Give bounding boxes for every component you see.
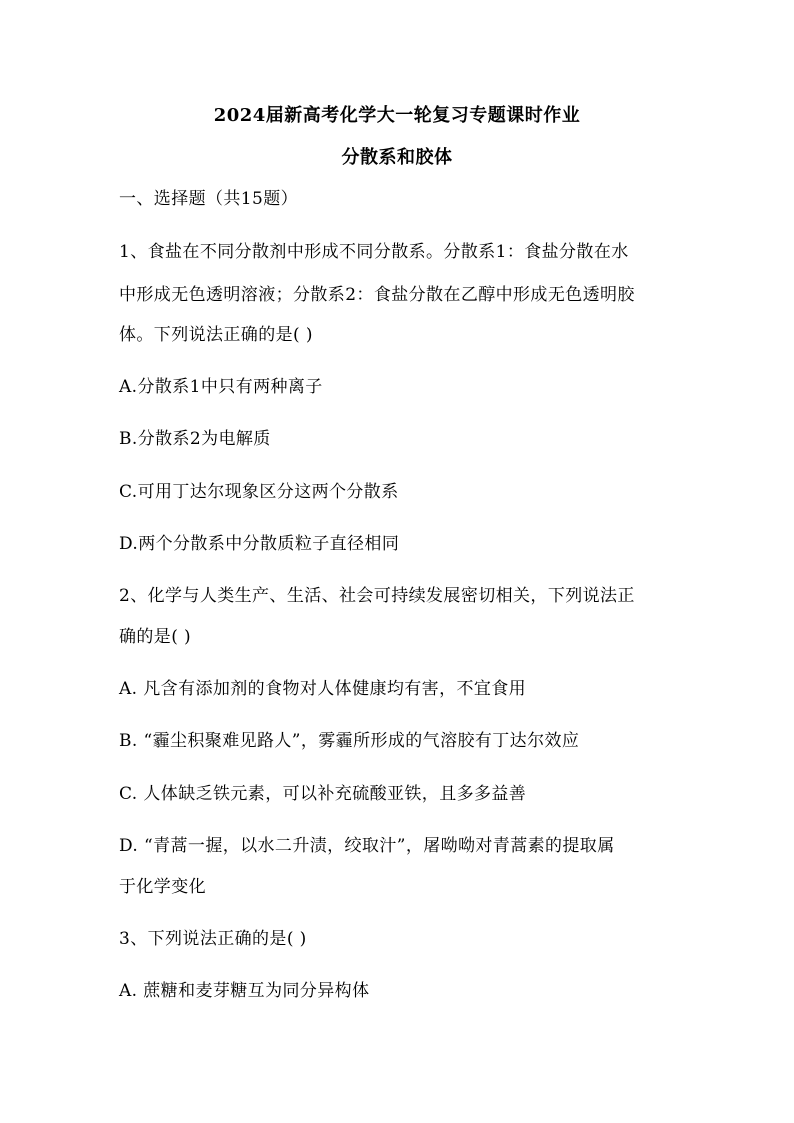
document-subtitle: 分散系和胶体 <box>341 147 453 168</box>
question-1-line-1: 1、食盐在不同分散剂中形成不同分散系。分散系1：食盐分散在水 <box>119 242 629 262</box>
question-3-line-1: 3、下列说法正确的是( ) <box>119 929 307 949</box>
question-3-option-a: A. 蔗糖和麦芽糖互为同分异构体 <box>119 981 370 1001</box>
question-2-option-c: C. 人体缺乏铁元素，可以补充硫酸亚铁，且多多益善 <box>119 784 527 804</box>
question-2-option-d-line-2: 于化学变化 <box>119 877 206 897</box>
section-heading: 一、选择题（共15题） <box>119 189 299 209</box>
question-1-line-3: 体。下列说法正确的是( ) <box>119 325 313 345</box>
question-1-line-2: 中形成无色透明溶液；分散系2：食盐分散在乙醇中形成无色透明胶 <box>119 285 635 305</box>
question-1-option-d: D.两个分散系中分散质粒子直径相同 <box>119 534 400 554</box>
question-2-option-b: B. “霾尘积聚难见路人”，雾霾所形成的气溶胶有丁达尔效应 <box>119 731 580 751</box>
question-2-line-1: 2、化学与人类生产、生活、社会可持续发展密切相关，下列说法正 <box>119 586 635 606</box>
question-1-option-a: A.分散系1中只有两种离子 <box>119 377 323 397</box>
document-title: 2024届新高考化学大一轮复习专题课时作业 <box>213 105 581 126</box>
question-1-option-b: B.分散系2为电解质 <box>119 429 271 449</box>
question-1-option-c: C.可用丁达尔现象区分这两个分散系 <box>119 482 399 502</box>
question-2-line-2: 确的是( ) <box>119 627 192 647</box>
question-2-option-a: A. 凡含有添加剂的食物对人体健康均有害，不宜食用 <box>119 679 527 699</box>
question-2-option-d-line-1: D. “青蒿一握，以水二升渍，绞取汁”，屠呦呦对青蒿素的提取属 <box>119 836 615 856</box>
